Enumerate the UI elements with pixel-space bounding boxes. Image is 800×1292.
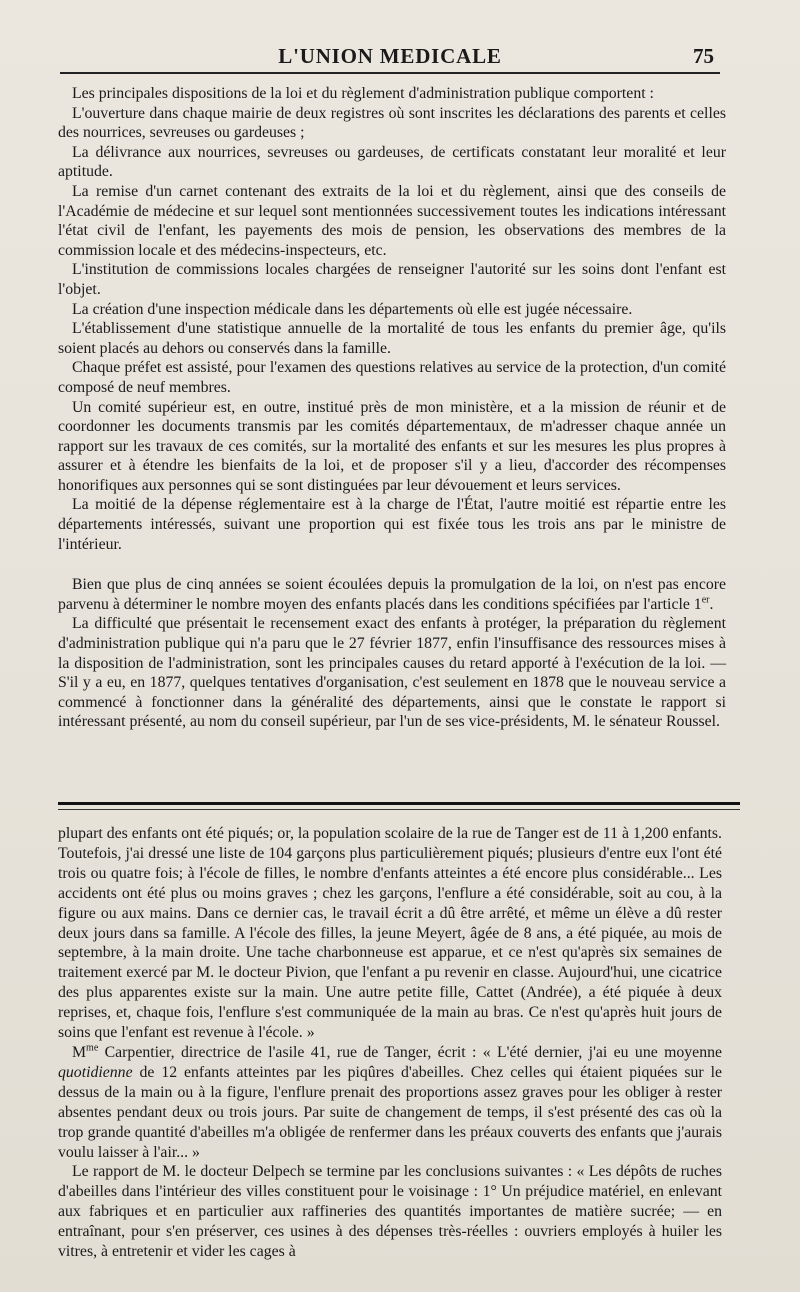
divider-thick-line [58, 802, 740, 805]
superscript: er [701, 594, 710, 606]
paragraph: La délivrance aux nourrices, sevreuses ou gardeuses, de certificats constatant leur moralité et leur aptitude. [58, 143, 726, 181]
superscript: me [86, 1042, 99, 1054]
paragraph: Un comité supérieur est, en outre, institué près de mon ministère, et a la mission de réunir et de coordonner les documents transmis par les comités départementaux, de m'adresser chaque année un rapport sur les travaux de ces comités, sur la mortalité des enfants et sur les mesures les plus propres à assurer et à étendre les bienfaits de la loi, et de proposer s'il y a lieu, d'accorder des récompenses honorifiques aux personnes qui se sont distinguées par leur dévouement et leurs services. [58, 398, 726, 494]
header-rule [60, 72, 720, 74]
page-header [60, 36, 720, 76]
paragraph: L'institution de commissions locales chargées de renseigner l'autorité sur les soins dont l'enfant est l'objet. [58, 261, 726, 298]
paragraph: La difficulté que présentait le recensement exact des enfants à protéger, la préparation du règlement d'administration publique qui n'a paru que le 27 février 1877, enfin l'insuffisance des ressources mises à la disposition de l'administration, sont les principales causes du retard apporté à l'exécution de la loi. — S'il y a eu, en 1877, quelques tentatives d'organisation, c'est seulement en 1878 que le nouveau service a commencé à fonctionner dans la généralité des départements, ainsi que le constate le rapport si intéressant présenté, au nom du conseil supérieur, par l'un de ses vice-présidents, M. le sénateur Roussel. [58, 615, 726, 731]
paragraph: L'ouverture dans chaque mairie de deux registres où sont inscrites les déclarations des parents et celles des nourrices, sevreuses ou gardeuses ; [58, 104, 726, 142]
paragraph: plupart des enfants ont été piqués; or, la population scolaire de la rue de Tanger est de 11 à 1,200 enfants. Toutefois, j'ai dressé une liste de 104 garçons plus particulièrement piqués; plusieurs d'entre eux l'ont été trois ou quatre fois; à l'école de filles, le nombre d'enfants atteintes a été encore plus considérable... Les accidents ont été plus ou moins graves ; chez les garçons, l'enflure a été considérable, soit au cou, à la figure ou aux mains. Dans ce dernier cas, le travail écrit a dû être arrêté, et même un élève a dû rester deux jours dans sa famille. A l'école des filles, la jeune Meyert, âgée de 8 ans, a été piquée, au mois de septembre, à la main droite. Une tache charbonneuse est apparue, et ce n'est qu'après six semaines de traitement exercé par M. le docteur Pivion, que l'enfant a pu revenir en classe. Aujourd'hui, une cicatrice des plus apparentes existe sur la main. Une autre petite fille, Cattet (Andrée), a été piquée à deux reprises, et, chaque fois, l'enflure s'est communiquée de la main au bras. Ce n'est qu'après huit jours de soins que l'enfant est revenue à l'école. » [58, 825, 722, 1042]
paragraph [58, 1043, 722, 1162]
paragraph-text: Bien que plus de cinq années se soient écoulées depuis la promulgation de la loi, on n'est pas encore parvenu à déterminer le nombre moyen des enfants placés dans les conditions spécifiées par l'article 1 [58, 576, 726, 613]
continued-section [58, 824, 722, 1262]
paragraph: La création d'une inspection médicale dans les départements où elle est jugée nécessaire. [72, 300, 633, 318]
paragraph-end: . [709, 595, 714, 613]
paragraph: Le rapport de M. le docteur Delpech se termine par les conclusions suivantes : « Les dépôts de ruches d'abeilles dans l'intérieur des villes constituent pour le voisinage : 1° Un préjudice matériel, en enlevant aux fabriques et en particulier aux raffineries des quantités importantes de matière sucrée; — en entraînant, pour s'en préserver, ces usines à des dépenses très-réelles : ouvriers employés à huiler les vitres, à entretenir et vider les cages à [58, 1163, 722, 1261]
paragraph: La moitié de la dépense réglementaire est à la charge de l'État, l'autre moitié est répartie entre les départements intéressés, suivant une proportion qui est fixée tous les trois ans par le ministre de l'intérieur. [58, 496, 726, 553]
paragraph: Les principales dispositions de la loi et du règlement d'administration publique comportent : [72, 85, 654, 102]
paragraph-text: Carpentier, directrice de l'asile 41, rue de Tanger, écrit : « L'été dernier, j'ai eu une moyenne [98, 1043, 722, 1061]
paragraph [58, 575, 726, 614]
running-title: L'UNION MEDICALE [278, 44, 502, 68]
report-section [58, 84, 726, 732]
divider-thin-line [58, 809, 740, 810]
page-number: 75 [693, 44, 714, 68]
italic-word: quotidienne [58, 1063, 133, 1081]
paragraph: La remise d'un carnet contenant des extraits de la loi et du règlement, ainsi que des conseils de l'Académie de médecine et sur lequel sont mentionnées successivement toutes les indications intéressant l'état civil de l'enfant, les payements des mois de pension, les observations des membres de la commission locale et des médecins-inspecteurs, etc. [58, 182, 726, 259]
section-divider [58, 800, 740, 814]
paragraph: Chaque préfet est assisté, pour l'examen des questions relatives au service de la protection, d'un comité composé de neuf membres. [58, 359, 726, 396]
paragraph: L'établissement d'une statistique annuelle de la mortalité de tous les enfants du premier âge, qu'ils soient placés au dehors ou conservés dans la famille. [58, 320, 726, 357]
paragraph-text: de 12 enfants atteintes par les piqûres d'abeilles. Chez celles qui étaient piquées sur le dessus de la main ou à la figure, l'enflure prenait des proportions assez graves pour les obliger à rester absentes pendant deux ou trois jours. Par suite de changement de temps, il s'est présenté des cas où la trop grande quantité d'abeilles m'a obligée de renfermer dans les préaux couverts des enfants que j'aurais voulu laisser à l'air... » [58, 1063, 722, 1161]
paragraph-start: M [72, 1043, 87, 1061]
